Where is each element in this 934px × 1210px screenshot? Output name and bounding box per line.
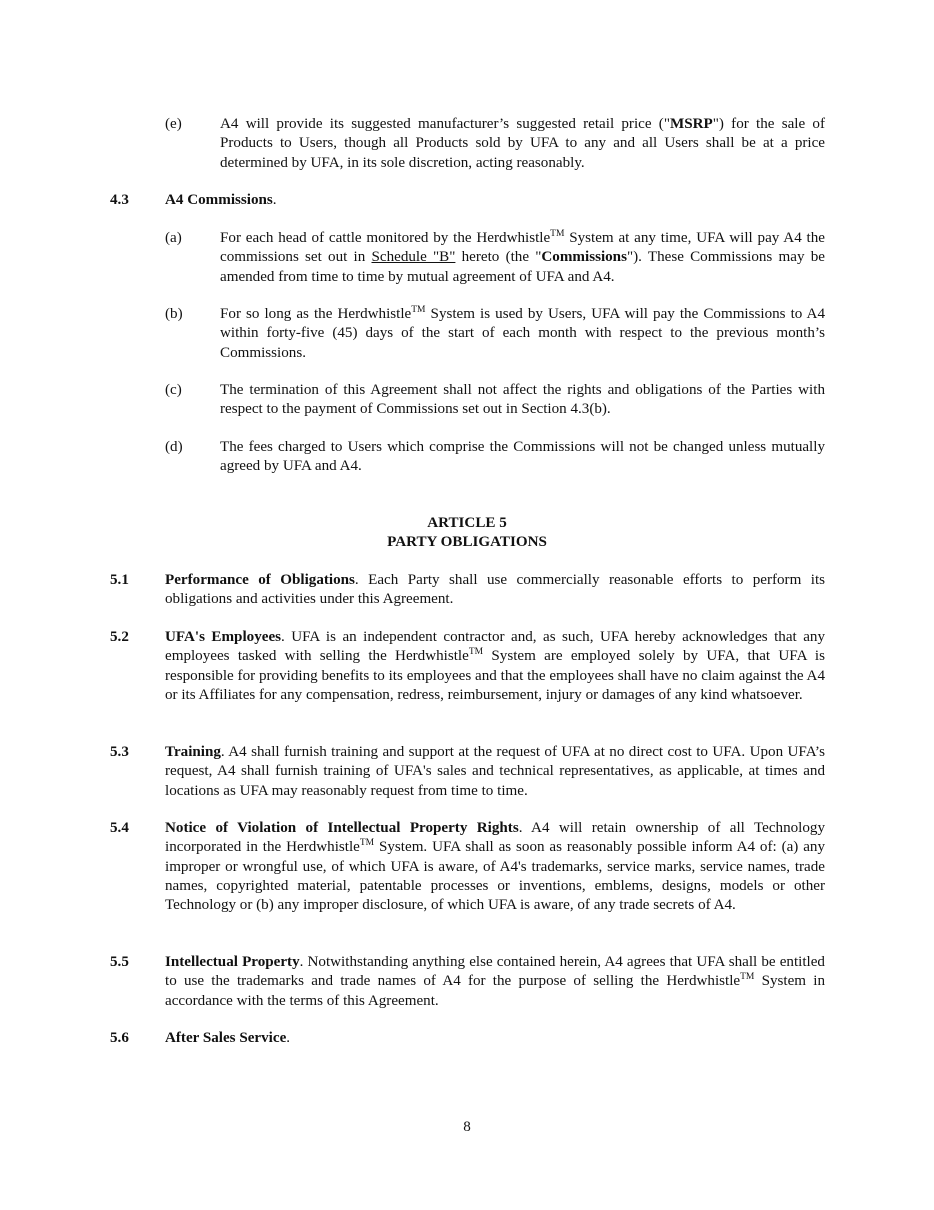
clause-label-c: (c) [165,382,182,398]
clause-4-2-e: A4 will provide its suggested manufacturer’s suggested retail price ("MSRP") for the sale of Products to Users, though all Products sold by UFA to any and all Users shall be at a price determined by UFA, in its sole discretion, acting reasonably. [220,116,825,171]
clause-label-e: (e) [165,116,182,132]
section-number-5-2: 5.2 [110,629,129,645]
section-number-4-3: 4.3 [110,192,129,208]
section-5-6: After Sales Service. [165,1030,291,1046]
section-number-5-3: 5.3 [110,744,129,760]
article-heading: ARTICLE 5 [427,515,507,531]
section-number-5-4: 5.4 [110,820,129,836]
section-number-5-5: 5.5 [110,954,129,970]
clause-label-b: (b) [165,306,183,322]
clause-label-d: (d) [165,439,183,455]
section-number-5-1: 5.1 [110,572,129,588]
schedule-b-reference: Schedule "B" [371,249,456,266]
article-subheading: PARTY OBLIGATIONS [387,534,547,550]
section-title-4-3: A4 Commissions. [165,192,277,208]
clause-4-3-c: The termination of this Agreement shall not affect the rights and obligations of the Parties with respect to the payment of Commissions set out in Section 4.3(b). [220,382,825,418]
clause-4-3-b: For so long as the Herdwhistle™ System is used by Users, UFA will pay the Commissions to A4 within forty-five (45) days of the start of each month with respect to the previous month’s Commissions. [220,305,825,361]
clause-label-a: (a) [165,230,182,246]
section-5-5: Intellectual Property. Notwithstanding anything else contained herein, A4 agrees that UFA shall be entitled to use the trademarks and trade names of A4 for the purpose of selling the Herdwhistle™ System in accordance with the terms of this Agreement. [165,954,825,1009]
section-5-2: UFA's Employees. UFA is an independent contractor and, as such, UFA hereby acknowledges that any employees tasked with selling the Herdwhistle™ System are employed solely by UFA, that UFA is responsible for providing benefits to its employees and that the employees shall have no claim against the A4 or its Affiliates for any compensation, redress, reimbursement, injury or damages of any kind whatsoever. [165,629,825,703]
clause-4-3-d: The fees charged to Users which comprise the Commissions will not be changed unless mutually agreed by UFA and A4. [220,439,825,475]
section-5-1: Performance of Obligations. Each Party shall use commercially reasonable efforts to perform its obligations and activities under this Agreement. [165,572,826,608]
clause-4-3-a: For each head of cattle monitored by the Herdwhistle™ System at any time, UFA will pay A4 the commissions set out in Schedule "B" hereto (the "Commissions"). These Commissions may be amended from time to time by mutual agreement of UFA and A4. [220,229,825,285]
section-5-3: Training. A4 shall furnish training and support at the request of UFA at no direct cost to UFA. Upon UFA’s request, A4 shall furnish training of UFA's sales and technical representatives, as applicable, at times and locations as UFA may reasonably request from time to time. [165,744,825,799]
section-number-5-6: 5.6 [110,1030,129,1046]
section-5-4: Notice of Violation of Intellectual Property Rights. A4 will retain ownership of all Technology incorporated in the Herdwhistle™ System. UFA shall as soon as reasonably possible inform A4 of: (a) any improper or wrongful use, of which UFA is aware, of A4's trademarks, service marks, service names, trade names, copyrighted material, patentable processes or inventions, emblems, designs, models or other Technology or (b) any improper disclosure, of which UFA is aware, of any trade secrets of A4. [165,820,826,914]
page-number: 8 [463,1119,471,1135]
